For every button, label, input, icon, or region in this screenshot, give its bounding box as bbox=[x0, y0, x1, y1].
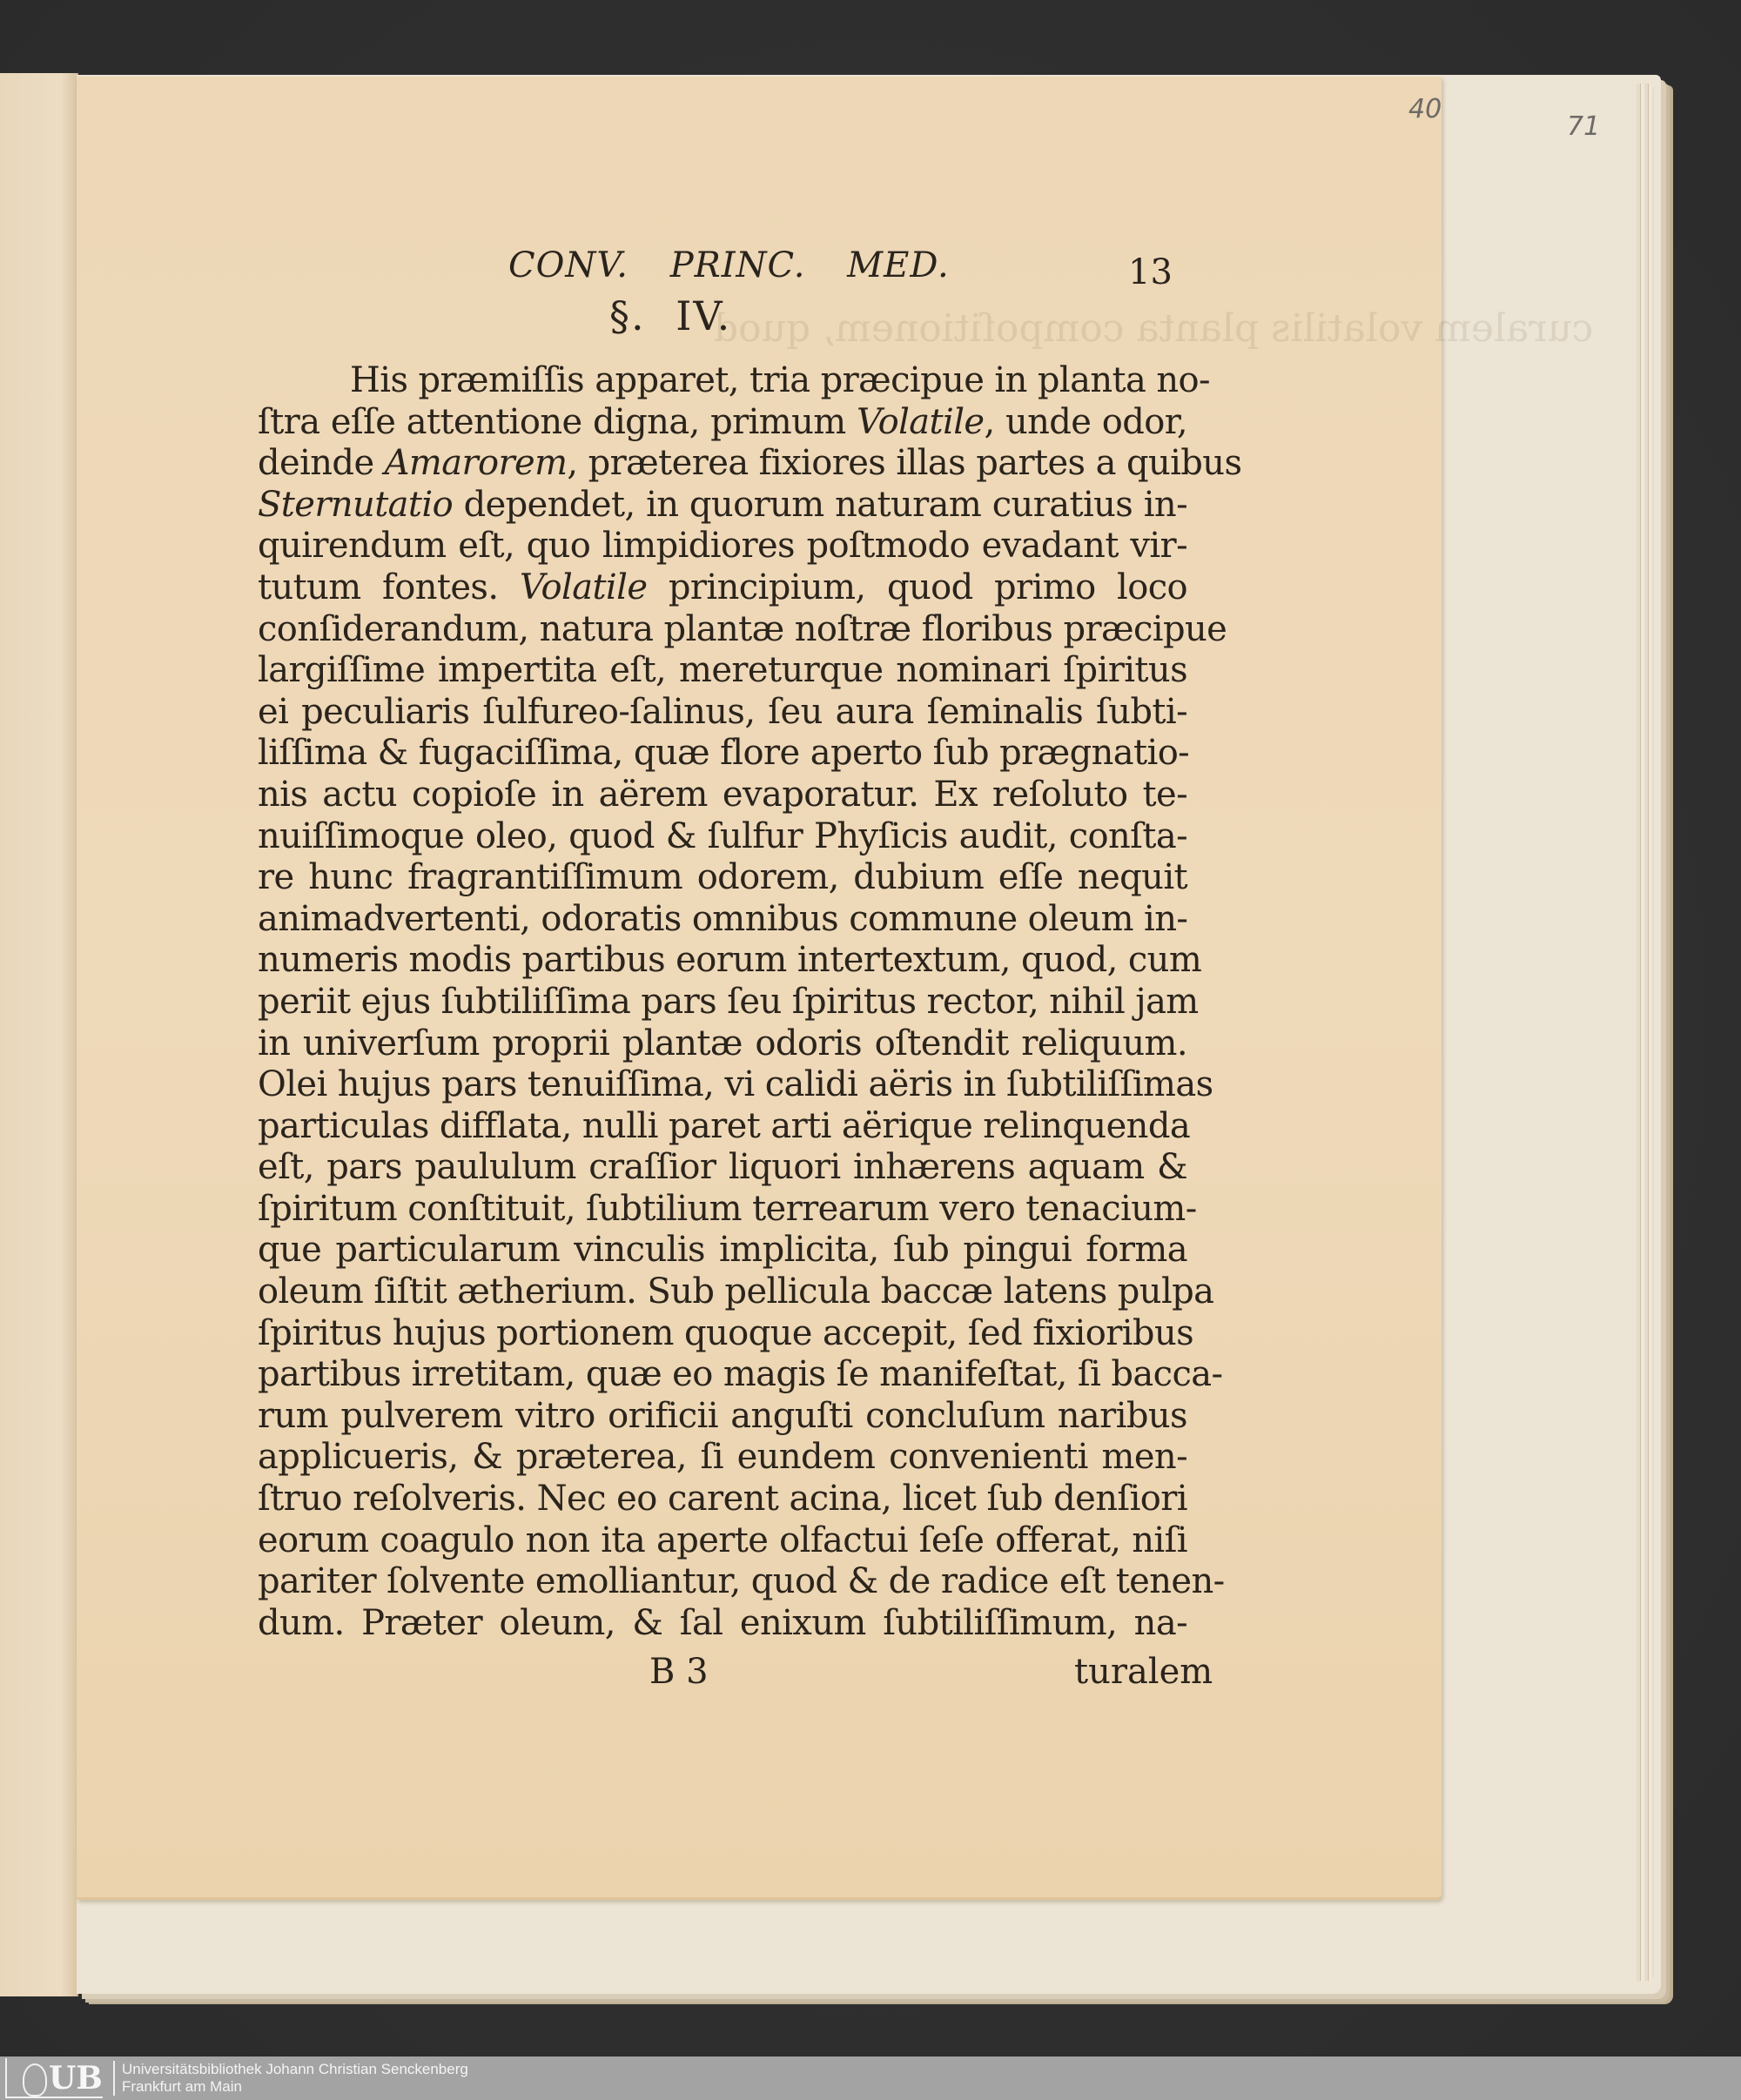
text-segment: Olei hujus pars tenuiſſima, vi calidi aëris in ſubtiliſſimas bbox=[258, 1064, 1213, 1105]
portrait-icon bbox=[23, 2063, 47, 2097]
text-segment: dependet, in quorum naturam curatius in- bbox=[453, 484, 1187, 525]
text-line bbox=[258, 733, 1190, 775]
text-line bbox=[258, 650, 1187, 692]
text-line bbox=[258, 443, 1242, 485]
text-line bbox=[258, 816, 1187, 858]
text-segment: conſiderandum, natura plantæ noſtræ floribus præcipue bbox=[258, 608, 1227, 649]
pencil-mark-right: 71 bbox=[1567, 111, 1601, 142]
text-line bbox=[258, 1105, 1191, 1148]
text-segment: eorum coagulo non ita aperte olfactui ſeſe offerat, niſi bbox=[258, 1520, 1187, 1560]
text-segment: nis actu copioſe in aërem evaporatur. Ex reſoluto te- bbox=[258, 774, 1187, 815]
text-segment: His præmiſſis apparet, tria præcipue in planta no- bbox=[350, 360, 1210, 400]
text-line bbox=[258, 1064, 1213, 1106]
text-line bbox=[258, 1354, 1223, 1396]
text-segment: periit ejus ſubtiliſſima pars ſeu ſpiritus rector, nihil jam bbox=[258, 981, 1199, 1022]
library-footer bbox=[0, 2056, 1741, 2100]
ub-logo-icon bbox=[5, 2058, 103, 2098]
text-segment: ſpiritus hujus portionem quoque accepit, ſed fixioribus bbox=[258, 1312, 1194, 1353]
text-segment: ſtra eſſe attentione digna, primum bbox=[258, 401, 857, 442]
section-title: §. IV. bbox=[609, 292, 732, 339]
body-text bbox=[258, 360, 1242, 1644]
text-segment: ſpiritum conſtituit, ſubtilium terrearum vero tenacium- bbox=[258, 1188, 1197, 1229]
text-line bbox=[258, 1437, 1187, 1479]
text-segment: applicueris, & præterea, ſi eundem convenienti men- bbox=[258, 1437, 1187, 1478]
text-line bbox=[258, 1603, 1187, 1645]
text-line bbox=[258, 981, 1199, 1023]
text-line bbox=[258, 360, 1210, 402]
text-segment: partibus irretitam, quæ eo magis ſe manifeſtat, ſi bacca- bbox=[258, 1354, 1223, 1395]
text-line bbox=[258, 1561, 1225, 1603]
pencil-mark-left: 40 bbox=[1408, 94, 1442, 124]
text-line bbox=[258, 1188, 1197, 1231]
text-segment: liſſima & fugaciſſima, quæ flore aperto ſub prægnatio- bbox=[258, 733, 1190, 774]
text-segment: tutum fontes. bbox=[258, 567, 520, 607]
text-line bbox=[258, 1271, 1214, 1313]
library-name-line2: Frankfurt am Main bbox=[122, 2078, 242, 2095]
italic-term: Volatile bbox=[857, 401, 985, 442]
text-line bbox=[258, 1230, 1187, 1271]
text-segment: deinde bbox=[258, 443, 385, 484]
text-segment: que particularum vinculis implicita, ſub pingui forma bbox=[258, 1230, 1187, 1271]
text-segment: in univerſum proprii plantæ odoris oſtendit reliquum. bbox=[258, 1023, 1187, 1063]
text-line bbox=[258, 1147, 1187, 1189]
text-segment: dum. Præter oleum, & ſal enixum ſubtiliſſimum, na- bbox=[258, 1602, 1187, 1643]
text-line bbox=[258, 775, 1187, 816]
running-head: CONV. PRINC. MED. bbox=[508, 245, 950, 285]
text-line bbox=[258, 1312, 1194, 1355]
text-line bbox=[258, 940, 1202, 982]
page-stack-edges bbox=[1637, 84, 1654, 1981]
italic-term: Amarorem bbox=[384, 443, 568, 484]
catchword: turalem bbox=[1074, 1652, 1213, 1692]
text-line bbox=[258, 857, 1187, 899]
text-line bbox=[258, 526, 1187, 567]
text-line bbox=[258, 1023, 1187, 1065]
text-line bbox=[258, 608, 1227, 651]
text-segment: animadvertenti, odoratis omnibus commune oleum in- bbox=[258, 898, 1188, 939]
text-line bbox=[258, 692, 1187, 734]
text-segment: rum pulverem vitro orificii anguſti concluſum naribus bbox=[258, 1395, 1187, 1436]
show-through-text: curalem volatilis planta compoſitionem, quod bbox=[714, 306, 1594, 351]
text-line bbox=[258, 1520, 1187, 1562]
text-segment: oleum ſiſtit ætherium. Sub pellicula baccæ latens pulpa bbox=[258, 1271, 1214, 1312]
text-line bbox=[258, 567, 1187, 609]
page-number: 13 bbox=[1128, 252, 1173, 292]
text-line bbox=[258, 402, 1187, 444]
text-line bbox=[258, 485, 1187, 527]
text-segment: particulas difflata, nulli paret arti aërique relinquenda bbox=[258, 1105, 1191, 1146]
italic-term: Sternutatio bbox=[258, 484, 454, 525]
text-segment: nuiſſimoque oleo, quod & ſulfur Phyſicis audit, conſta- bbox=[258, 815, 1187, 856]
text-segment: largiſſime impertita eſt, mereturque nominari ſpiritus bbox=[258, 650, 1187, 691]
italic-term: Volatile bbox=[519, 567, 648, 607]
text-line bbox=[258, 1396, 1187, 1438]
text-segment: re hunc fragrantiſſimum odorem, dubium eſſe nequit bbox=[258, 857, 1187, 898]
signature-mark: B 3 bbox=[649, 1652, 709, 1692]
text-segment: , unde odor, bbox=[984, 401, 1187, 442]
library-name-line1: Universitätsbibliothek Johann Christian Senckenberg bbox=[122, 2061, 468, 2077]
text-segment: principium, quod primo loco bbox=[647, 567, 1187, 607]
text-segment: eſt, pars paululum craſſior liquori inhærens aquam & bbox=[258, 1147, 1187, 1188]
logo-text: UB bbox=[49, 2060, 103, 2097]
text-segment: quirendum eſt, quo limpidiores poſtmodo evadant vir- bbox=[258, 526, 1187, 567]
facing-page-edge bbox=[0, 73, 78, 1996]
text-line bbox=[258, 899, 1187, 941]
library-name bbox=[113, 2061, 468, 2096]
text-segment: ei peculiaris ſulfureo-ſalinus, ſeu aura ſeminalis ſubti- bbox=[258, 691, 1187, 732]
text-segment: , præterea fixiores illas partes a quibus bbox=[567, 443, 1242, 484]
text-segment: numeris modis partibus eorum intertextum, quod, cum bbox=[258, 940, 1202, 981]
text-segment: ſtruo reſolveris. Nec eo carent acina, licet ſub denſiori bbox=[258, 1479, 1187, 1520]
text-segment: pariter ſolvente emolliantur, quod & de radice eſt tenen- bbox=[258, 1561, 1225, 1602]
text-line bbox=[258, 1479, 1187, 1520]
